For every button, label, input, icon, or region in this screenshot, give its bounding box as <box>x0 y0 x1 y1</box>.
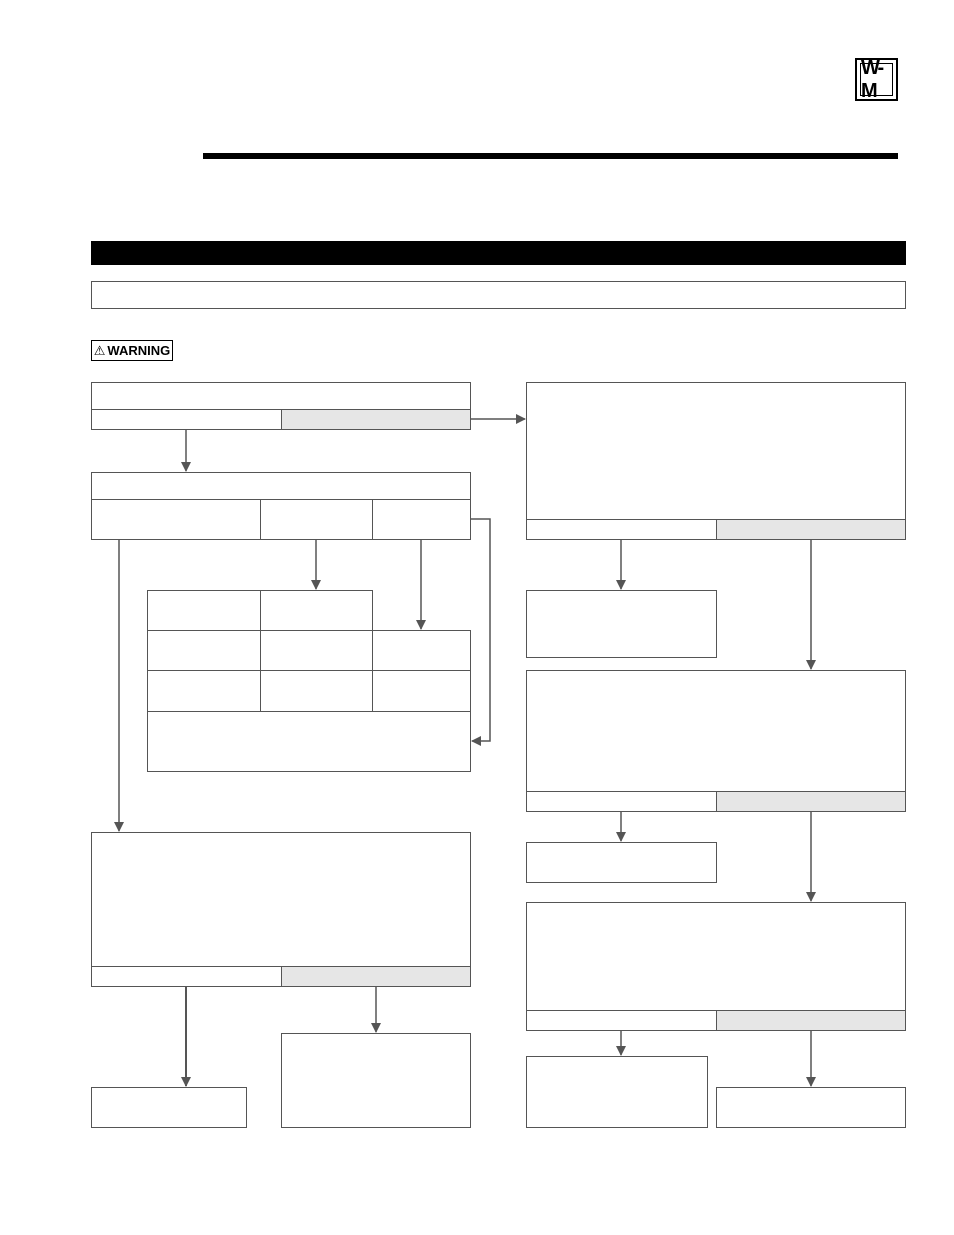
logo-text: W-M <box>860 63 893 96</box>
arrow-step2-loop-to-footer <box>471 519 490 741</box>
warning-triangle-icon: ⚠ <box>93 343 106 358</box>
warning-text: WARNING <box>107 343 171 358</box>
